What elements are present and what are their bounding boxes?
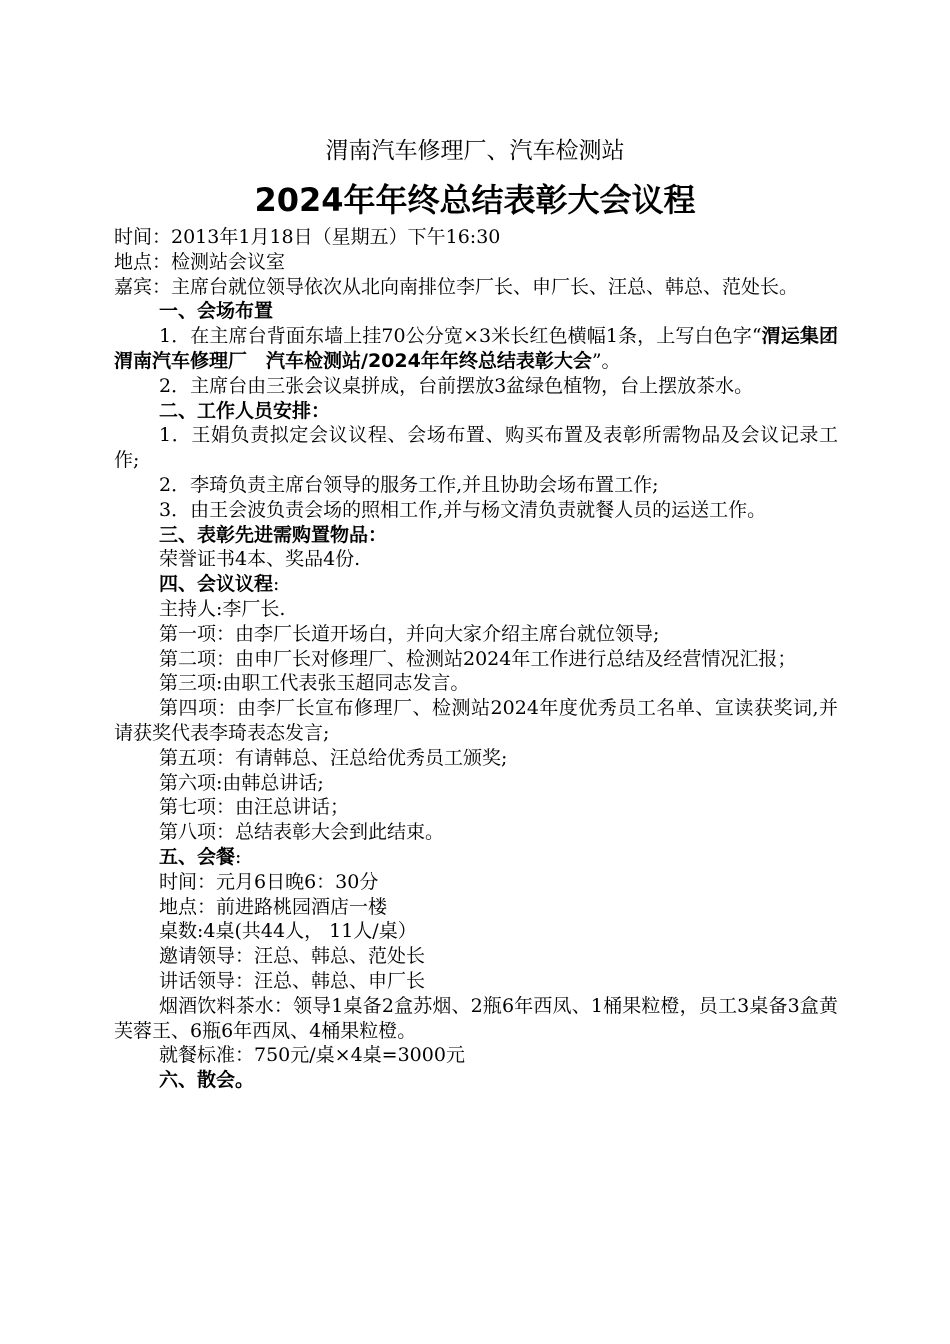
dinner-heading-colon: :	[235, 845, 242, 868]
meeting-place: 地点：检测站会议室	[114, 250, 286, 273]
dinner-item: 桌数:4桌(共44人， 11人/桌）	[159, 920, 417, 943]
dinner-item: 时间：元月6日晚6：30分	[159, 870, 379, 893]
agenda-item: 第四项：由李厂长宣布修理厂、检测站2024年度优秀员工名单、宣读获奖词,并请获奖代表李琦表态发言;	[114, 697, 838, 744]
agenda-item: 第八项：总结表彰大会到此结束。	[159, 821, 445, 844]
section-heading-staff: 二、工作人员安排：	[159, 399, 331, 422]
section-heading-dinner	[114, 845, 838, 870]
agenda-item: 第一项：由李厂长道开场白，并向大家介绍主席台就位领导;	[159, 622, 660, 645]
dinner-item: 讲话领导：汪总、韩总、申厂长	[159, 969, 426, 992]
agenda-heading-text: 四、会议议程	[159, 573, 274, 596]
section-heading-dismiss: 六、散会。	[159, 1069, 255, 1092]
dinner-item: 地点：前进路桃园酒店一楼	[159, 895, 388, 918]
banner-text: 渭运集团渭南汽车修理厂 汽车检测站/2024年年终总结表彰大会	[114, 325, 838, 372]
staff-item-3: 3．由王会波负责会场的照相工作,并与杨文清负责就餐人员的运送工作。	[159, 498, 767, 521]
agenda-item: 第二项：由申厂长对修理厂、检测站2024年工作进行总结及经营情况汇报；	[159, 647, 797, 670]
venue-item-1-end: ”。	[591, 349, 621, 372]
meeting-guests: 嘉宾：主席台就位领导依次从北向南排位李厂长、申厂长、汪总、韩总、范处长。	[114, 275, 799, 298]
venue-item-1	[114, 324, 838, 374]
agenda-item: 第六项:由韩总讲话;	[159, 771, 324, 794]
dinner-heading-text: 五、会餐	[159, 845, 236, 868]
document-body	[114, 225, 838, 1093]
agenda-heading-colon: :	[273, 573, 280, 596]
document-title: 2024年年终总结表彰大会议程	[254, 181, 696, 219]
agenda-host: 主持人:李厂长.	[159, 597, 286, 620]
meeting-time: 时间：2013年1月18日（星期五）下午16:30	[114, 226, 501, 248]
section-heading-agenda	[114, 572, 838, 597]
venue-item-1-text: 1．在主席台背面东墙上挂70公分宽×3米长红色横幅1条，上写白色字“	[159, 325, 762, 348]
section-heading-supplies: 三、表彰先进需购置物品：	[159, 523, 388, 546]
agenda-item: 第七项：由汪总讲话；	[159, 796, 350, 819]
document-subtitle: 渭南汽车修理厂、汽车检测站	[325, 138, 625, 164]
dinner-item: 就餐标准：750元/桌×4桌=3000元	[159, 1044, 465, 1067]
agenda-item: 第五项：有请韩总、汪总给优秀员工颁奖;	[159, 746, 508, 769]
dinner-item: 烟酒饮料茶水：领导1桌备2盒苏烟、2瓶6年西凤、1桶果粒橙，员工3桌备3盒黄芙蓉王、6瓶6年西凤、4桶果粒橙。	[114, 994, 838, 1042]
agenda-item: 第三项:由职工代表张玉超同志发言。	[159, 672, 470, 695]
section-heading-venue: 一、会场布置	[159, 300, 274, 323]
supplies-item: 荣誉证书4本、奖品4份.	[159, 548, 361, 571]
dinner-item: 邀请领导：汪总、韩总、范处长	[159, 945, 426, 968]
venue-item-2: 2．主席台由三张会议桌拼成，台前摆放3盆绿色植物，台上摆放茶水。	[159, 374, 754, 397]
staff-item-1: 1．王娟负责拟定会议议程、会场布置、购买布置及表彰所需物品及会议记录工作;	[114, 424, 838, 472]
staff-item-2: 2．李琦负责主席台领导的服务工作,并且协助会场布置工作;	[159, 473, 659, 496]
